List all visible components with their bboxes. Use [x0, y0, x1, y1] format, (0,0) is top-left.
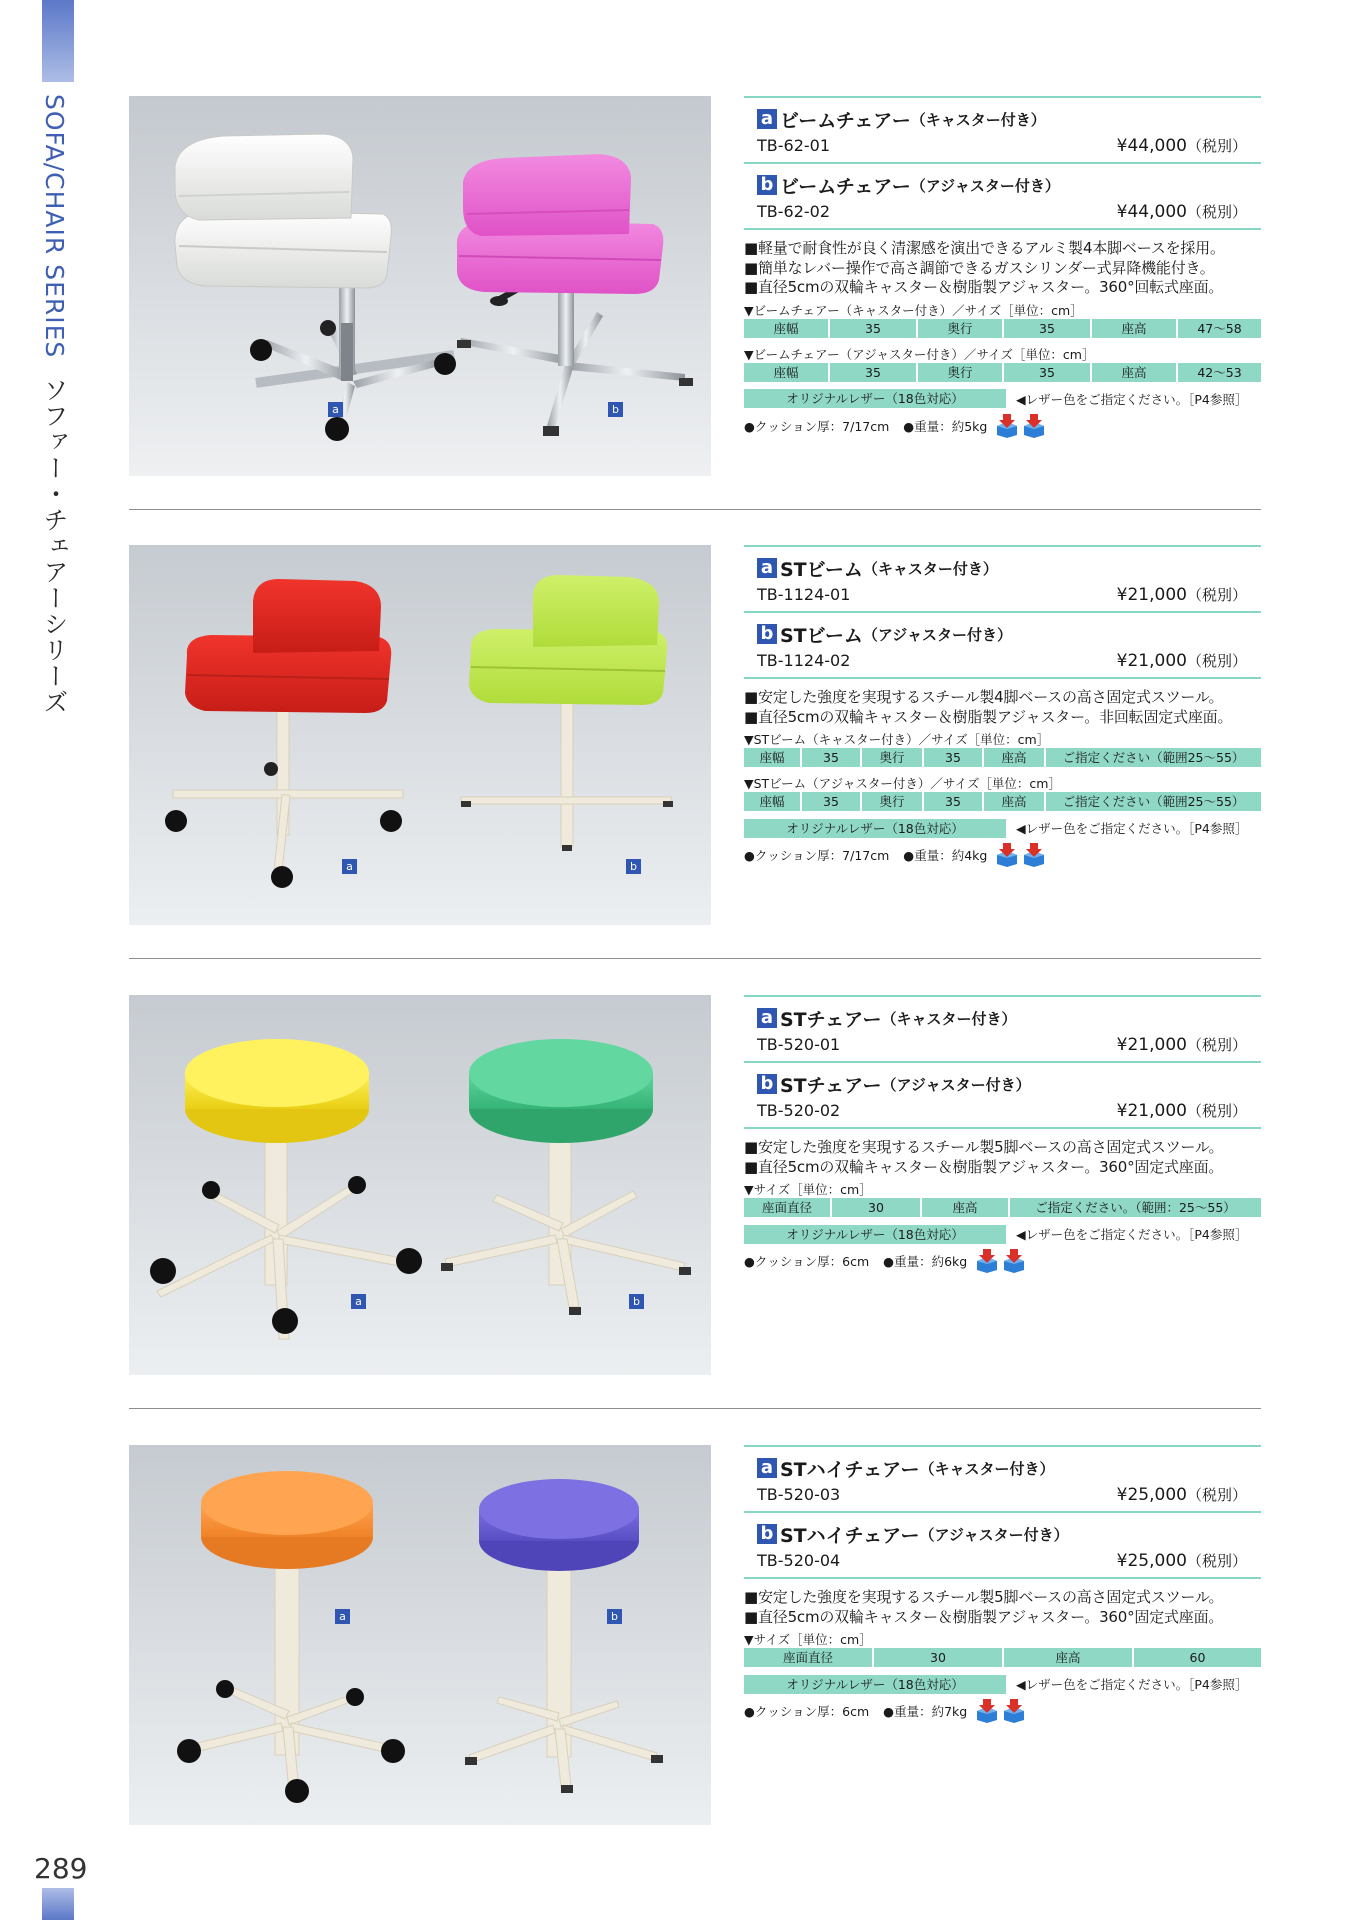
product-price: ¥25,000 — [1116, 1550, 1187, 1571]
product-code: TB-520-04 — [757, 1550, 841, 1570]
leather-row — [744, 817, 1261, 839]
product-code: TB-520-03 — [757, 1484, 841, 1504]
spec-cell: 座幅 — [744, 792, 800, 811]
size-table — [744, 319, 1261, 338]
spec-cell: 30 — [874, 1648, 1002, 1667]
description-line: ■直径5cmの双輪キャスター＆樹脂製アジャスター。360°固定式座面。 — [744, 1607, 1224, 1626]
spec-cell: 座幅 — [744, 363, 828, 382]
spec-cell: ご指定ください（範囲25〜55） — [1046, 748, 1261, 767]
leather-row — [744, 1223, 1261, 1245]
spec-cell: 42〜53 — [1178, 363, 1261, 382]
tax-note: （税別） — [1186, 136, 1247, 155]
size-table-label: ▼STビーム（アジャスター付き）／サイズ［単位：cm］ — [744, 776, 1061, 791]
product-item-a — [744, 547, 1261, 607]
item-badge: a — [757, 1458, 777, 1478]
spec-cell: 35 — [1004, 363, 1090, 382]
product-price: ¥25,000 — [1116, 1484, 1187, 1505]
product-price: ¥21,000 — [1116, 584, 1187, 605]
product-info — [744, 995, 1261, 1274]
product-price: ¥21,000 — [1116, 650, 1187, 671]
product-variant: （アジャスター付き） — [881, 1075, 1031, 1094]
spec-cell: 奥行 — [862, 748, 922, 767]
photo-mark-b: b — [626, 859, 641, 874]
size-table — [744, 792, 1261, 811]
tax-note: （税別） — [1186, 651, 1247, 670]
sidebar-title-jp: ソファー・チェアーシリーズ — [40, 377, 69, 716]
product-name: STハイチェアー — [780, 1458, 920, 1481]
delivery-icons — [995, 414, 1046, 438]
product-item-b — [744, 1513, 1261, 1573]
tax-note: （税別） — [1186, 1485, 1247, 1504]
description-line: ■軽量で耐食性が良く清潔感を演出できるアルミ製4本脚ベースを採用。 — [744, 239, 1225, 257]
product-name: STチェアー — [780, 1074, 882, 1097]
delivery-icons — [975, 1699, 1026, 1723]
product-description — [744, 679, 1261, 727]
product-item-a — [744, 1447, 1261, 1507]
weight: ●重量：約6kg — [883, 1254, 968, 1269]
product-info — [744, 545, 1261, 868]
photo-mark-b: b — [607, 1609, 622, 1624]
spec-cell: 座高 — [922, 1198, 1008, 1217]
leather-option: オリジナルレザー（18色対応） — [744, 819, 1006, 838]
product-variant: （アジャスター付き） — [919, 1525, 1069, 1544]
spec-footer — [744, 413, 1261, 439]
delivery-cube-icon — [1002, 1699, 1026, 1723]
product-photo — [129, 995, 711, 1375]
product-price: ¥44,000 — [1116, 201, 1187, 222]
item-badge: b — [757, 1524, 777, 1544]
section-divider — [129, 958, 1261, 959]
product-code: TB-520-01 — [757, 1034, 841, 1054]
size-table — [744, 748, 1261, 767]
delivery-icons — [995, 843, 1046, 867]
spec-footer — [744, 842, 1261, 868]
product-code: TB-1124-01 — [757, 584, 851, 604]
leather-option: オリジナルレザー（18色対応） — [744, 1675, 1006, 1694]
product-info — [744, 96, 1261, 439]
product-item-b — [744, 164, 1261, 224]
product-name: STビーム — [780, 558, 863, 581]
leather-note: ◀レザー色をご指定ください。［P4参照］ — [1016, 821, 1248, 836]
item-badge: a — [757, 558, 777, 578]
spec-cell: 座高 — [1092, 363, 1176, 382]
weight: ●重量：約7kg — [883, 1704, 968, 1719]
leather-note: ◀レザー色をご指定ください。［P4参照］ — [1016, 1677, 1248, 1692]
product-code: TB-62-02 — [757, 201, 831, 221]
item-badge: a — [757, 1008, 777, 1028]
spec-cell: 座高 — [1004, 1648, 1132, 1667]
product-name: STチェアー — [780, 1008, 882, 1031]
photo-mark-a: a — [342, 859, 357, 874]
product-name: STビーム — [780, 624, 863, 647]
size-table — [744, 363, 1261, 382]
product-variant: （キャスター付き） — [862, 559, 998, 578]
product-section-st-high-chair — [129, 1445, 1259, 1825]
sidebar-title-en: SOFA/CHAIR SERIES — [40, 94, 69, 359]
weight: ●重量：約4kg — [903, 848, 988, 863]
cushion-thickness: ●クッション厚：6cm — [744, 1704, 870, 1719]
size-table — [744, 1198, 1261, 1217]
spec-cell: 35 — [830, 363, 916, 382]
description-line: ■簡単なレバー操作で高さ調節できるガスシリンダー式昇降機能付き。 — [744, 258, 1215, 277]
product-code: TB-520-02 — [757, 1100, 841, 1120]
cushion-thickness: ●クッション厚：6cm — [744, 1254, 870, 1269]
product-variant: （アジャスター付き） — [862, 625, 1012, 644]
leather-row — [744, 388, 1261, 410]
product-code: TB-62-01 — [757, 135, 831, 155]
sidebar-color-bar-bottom — [42, 1888, 74, 1920]
size-table-label: ▼STビーム（キャスター付き）／サイズ［単位：cm］ — [744, 732, 1050, 747]
spec-cell: 35 — [1004, 319, 1090, 338]
spec-cell: 奥行 — [918, 363, 1002, 382]
product-variant: （キャスター付き） — [881, 1009, 1017, 1028]
spec-cell: 奥行 — [918, 319, 1002, 338]
cushion-thickness: ●クッション厚：7/17cm — [744, 418, 890, 434]
delivery-cube-icon — [995, 843, 1019, 867]
spec-cell: 35 — [924, 792, 982, 811]
delivery-cube-icon — [975, 1699, 999, 1723]
sidebar-color-bar — [42, 0, 74, 82]
delivery-cube-icon — [975, 1249, 999, 1273]
spec-cell: 座高 — [1092, 319, 1176, 338]
item-badge: a — [757, 109, 777, 129]
product-description — [744, 1129, 1261, 1177]
product-variant: （キャスター付き） — [910, 110, 1046, 129]
tax-note: （税別） — [1186, 202, 1247, 221]
spec-cell: 座面直径 — [744, 1648, 872, 1667]
product-description — [744, 230, 1261, 298]
delivery-icons — [975, 1249, 1026, 1273]
size-table-label: ▼サイズ［単位：cm］ — [744, 1182, 872, 1197]
product-photo — [129, 96, 711, 476]
description-line: ■安定した強度を実現するスチール製5脚ベースの高さ固定式スツール。 — [744, 1138, 1224, 1156]
spec-cell: ご指定ください。（範囲：25〜55） — [1010, 1198, 1261, 1217]
photo-mark-a: a — [328, 402, 343, 417]
product-item-b — [744, 1063, 1261, 1123]
delivery-cube-icon — [1022, 843, 1046, 867]
size-table — [744, 1648, 1261, 1667]
product-section-beam-chair — [129, 96, 1259, 476]
spec-cell: ご指定ください（範囲25〜55） — [1046, 792, 1261, 811]
tax-note: （税別） — [1186, 1551, 1247, 1570]
spec-cell: 座幅 — [744, 748, 800, 767]
spec-footer — [744, 1698, 1261, 1724]
description-line: ■安定した強度を実現するスチール製4脚ベースの高さ固定式スツール。 — [744, 688, 1224, 706]
photo-mark-b: b — [608, 402, 623, 417]
description-line: ■直径5cmの双輪キャスター＆樹脂製アジャスター。非回転固定式座面。 — [744, 707, 1233, 726]
tax-note: （税別） — [1186, 1035, 1247, 1054]
product-photo — [129, 545, 711, 925]
spec-cell: 35 — [830, 319, 916, 338]
product-price: ¥21,000 — [1116, 1100, 1187, 1121]
cushion-thickness: ●クッション厚：7/17cm — [744, 848, 890, 863]
section-divider — [129, 1408, 1261, 1409]
photo-mark-a: a — [335, 1609, 350, 1624]
delivery-cube-icon — [1002, 1249, 1026, 1273]
description-line: ■直径5cmの双輪キャスター＆樹脂製アジャスター。360°回転式座面。 — [744, 278, 1224, 296]
product-item-b — [744, 613, 1261, 673]
description-line: ■安定した強度を実現するスチール製5脚ベースの高さ固定式スツール。 — [744, 1588, 1224, 1606]
spec-cell: 35 — [924, 748, 982, 767]
product-section-st-beam — [129, 545, 1259, 925]
product-info — [744, 1445, 1261, 1724]
spec-cell: 47〜58 — [1178, 319, 1261, 338]
spec-cell: 奥行 — [862, 792, 922, 811]
product-name: ビームチェアー — [780, 175, 911, 198]
spec-cell: 30 — [832, 1198, 920, 1217]
tax-note: （税別） — [1186, 585, 1247, 604]
spec-cell: 35 — [802, 792, 860, 811]
photo-mark-b: b — [629, 1294, 644, 1309]
leather-option: オリジナルレザー（18色対応） — [744, 1225, 1006, 1244]
product-price: ¥21,000 — [1116, 1034, 1187, 1055]
product-description — [744, 1579, 1261, 1627]
product-name: STハイチェアー — [780, 1524, 920, 1547]
size-table-label: ▼サイズ［単位：cm］ — [744, 1632, 872, 1647]
spec-cell: 35 — [802, 748, 860, 767]
photo-mark-a: a — [351, 1294, 366, 1309]
product-item-a — [744, 98, 1261, 158]
product-price: ¥44,000 — [1116, 135, 1187, 156]
leather-note: ◀レザー色をご指定ください。［P4参照］ — [1016, 1227, 1248, 1242]
spec-cell: 座高 — [984, 792, 1044, 811]
size-table-label: ▼ビームチェアー（アジャスター付き）／サイズ［単位：cm］ — [744, 346, 1095, 362]
weight: ●重量：約5kg — [903, 418, 988, 434]
product-variant: （アジャスター付き） — [910, 176, 1060, 195]
leather-row — [744, 1673, 1261, 1695]
description-line: ■直径5cmの双輪キャスター＆樹脂製アジャスター。360°固定式座面。 — [744, 1157, 1224, 1176]
product-code: TB-1124-02 — [757, 650, 851, 670]
item-badge: b — [757, 624, 777, 644]
leather-option: オリジナルレザー（18色対応） — [744, 389, 1006, 408]
product-variant: （キャスター付き） — [919, 1459, 1055, 1478]
spec-cell: 座面直径 — [744, 1198, 830, 1217]
item-badge: b — [757, 175, 777, 195]
spec-cell: 60 — [1134, 1648, 1261, 1667]
size-table-label: ▼ビームチェアー（キャスター付き）／サイズ［単位：cm］ — [744, 302, 1083, 318]
delivery-cube-icon — [995, 414, 1019, 438]
section-divider — [129, 509, 1261, 510]
sidebar-title — [40, 94, 72, 716]
delivery-cube-icon — [1022, 414, 1046, 438]
spec-footer — [744, 1248, 1261, 1274]
tax-note: （税別） — [1186, 1101, 1247, 1120]
product-name: ビームチェアー — [780, 109, 911, 132]
page-number: 289 — [34, 1852, 88, 1885]
product-photo — [129, 1445, 711, 1825]
spec-cell: 座幅 — [744, 319, 828, 338]
product-section-st-chair — [129, 995, 1259, 1375]
leather-note: ◀レザー色をご指定ください。［P4参照］ — [1016, 391, 1248, 407]
spec-cell: 座高 — [984, 748, 1044, 767]
item-badge: b — [757, 1074, 777, 1094]
product-item-a — [744, 997, 1261, 1057]
